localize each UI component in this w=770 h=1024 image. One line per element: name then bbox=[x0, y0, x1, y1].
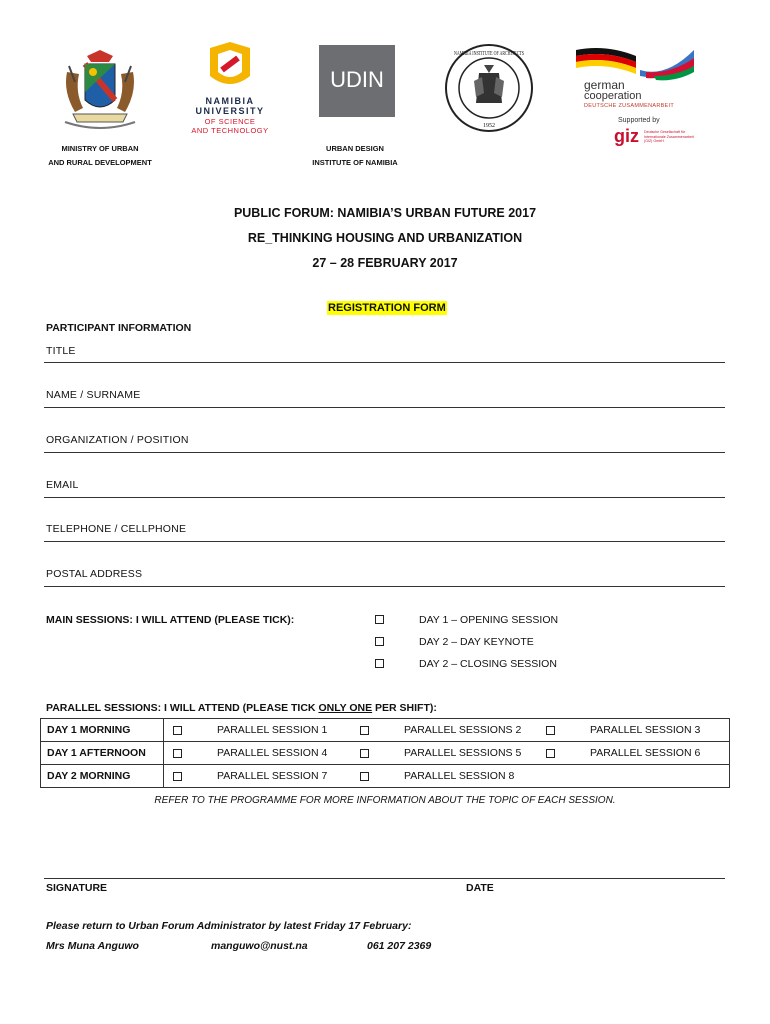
ministry-caption-line-1: MINISTRY OF URBAN bbox=[61, 144, 139, 153]
table-row bbox=[41, 719, 730, 742]
cooperation-text: cooperation bbox=[584, 90, 642, 102]
forum-dates: 27 – 28 FEBRUARY 2017 bbox=[312, 256, 458, 270]
day1-afternoon-sessions-cell bbox=[164, 742, 730, 765]
name-field-label: NAME / SURNAME bbox=[46, 389, 141, 401]
table-row bbox=[41, 742, 730, 765]
parallel-session-4-checkbox[interactable] bbox=[173, 749, 182, 758]
nust-name-line-1: NAMIBIA bbox=[205, 96, 255, 106]
contact-phone: 061 207 2369 bbox=[367, 940, 432, 952]
registration-form-heading: REGISTRATION FORM bbox=[328, 302, 446, 314]
day1-morning-sessions-cell bbox=[164, 719, 730, 742]
telephone-field-label: TELEPHONE / CELLPHONE bbox=[46, 523, 187, 535]
parallel-session-1-label: PARALLEL SESSION 1 bbox=[217, 724, 328, 736]
ministry-caption-line-2: AND RURAL DEVELOPMENT bbox=[48, 158, 152, 167]
main-sessions-label: MAIN SESSIONS: I WILL ATTEND (PLEASE TICK): bbox=[46, 614, 295, 626]
parallel-session-1-checkbox[interactable] bbox=[173, 726, 182, 735]
parallel-session-5-label: PARALLEL SESSIONS 5 bbox=[404, 747, 522, 759]
parallel-label-pre: PARALLEL SESSIONS: I WILL ATTEND (PLEASE TICK bbox=[46, 702, 319, 714]
parallel-session-3-checkbox[interactable] bbox=[546, 726, 555, 735]
parallel-session-7-checkbox[interactable] bbox=[173, 772, 182, 781]
postal-address-field-label: POSTAL ADDRESS bbox=[46, 568, 143, 580]
email-field-line[interactable] bbox=[44, 497, 725, 498]
organization-field-line[interactable] bbox=[44, 452, 725, 453]
date-label: DATE bbox=[466, 882, 494, 894]
parallel-session-3-label: PARALLEL SESSION 3 bbox=[590, 724, 701, 736]
day2-keynote-checkbox[interactable] bbox=[375, 637, 384, 646]
signature-line[interactable] bbox=[44, 878, 725, 879]
day1-afternoon-cell: DAY 1 AFTERNOON bbox=[41, 742, 164, 765]
day1-morning-cell: DAY 1 MORNING bbox=[41, 719, 164, 742]
name-field-line[interactable] bbox=[44, 407, 725, 408]
udin-caption-line-1: URBAN DESIGN bbox=[326, 144, 384, 153]
title-field-line[interactable] bbox=[44, 362, 725, 363]
udin-caption bbox=[285, 142, 425, 170]
day2-keynote-label: DAY 2 – DAY KEYNOTE bbox=[419, 636, 534, 648]
forum-title: PUBLIC FORUM: NAMIBIA’S URBAN FUTURE 2017 bbox=[233, 206, 537, 220]
parallel-session-8-label: PARALLEL SESSION 8 bbox=[404, 770, 515, 782]
programme-note: REFER TO THE PROGRAMME FOR MORE INFORMATION ABOUT THE TOPIC OF EACH SESSION. bbox=[154, 795, 616, 806]
deutsche-zusammenarbeit-text: DEUTSCHE ZUSAMMENARBEIT bbox=[584, 103, 675, 109]
participant-info-heading: PARTICIPANT INFORMATION bbox=[46, 322, 192, 334]
german-cooperation-logo bbox=[576, 44, 696, 154]
ministry-caption bbox=[30, 142, 170, 170]
nia-seal-text: NAMIBIA INSTITUTE OF ARCHITECTS bbox=[454, 51, 524, 57]
german-text: german bbox=[584, 78, 625, 92]
day2-closing-label: DAY 2 – CLOSING SESSION bbox=[419, 658, 557, 670]
parallel-session-4-label: PARALLEL SESSION 4 bbox=[217, 747, 328, 759]
contact-name: Mrs Muna Anguwo bbox=[46, 940, 139, 952]
parallel-session-7-label: PARALLEL SESSION 7 bbox=[217, 770, 328, 782]
nust-name-line-4: AND TECHNOLOGY bbox=[191, 126, 269, 135]
nust-logo bbox=[190, 42, 270, 137]
return-instructions: Please return to Urban Forum Administrator by latest Friday 17 February: bbox=[46, 920, 412, 932]
giz-logo-text: giz bbox=[614, 126, 639, 146]
udin-caption-line-2: INSTITUTE OF NAMIBIA bbox=[312, 158, 398, 167]
day2-morning-sessions-cell bbox=[164, 765, 730, 788]
contact-email: manguwo@nust.na bbox=[211, 940, 308, 952]
forum-subtitle: RE_THINKING HOUSING AND URBANIZATION bbox=[247, 231, 523, 245]
udin-logo-text: UDIN bbox=[330, 67, 384, 92]
parallel-label-post: PER SHIFT): bbox=[372, 702, 437, 714]
parallel-session-6-checkbox[interactable] bbox=[546, 749, 555, 758]
day1-opening-checkbox[interactable] bbox=[375, 615, 384, 624]
parallel-session-6-label: PARALLEL SESSION 6 bbox=[590, 747, 701, 759]
parallel-sessions-label bbox=[46, 702, 437, 714]
parallel-session-2-checkbox[interactable] bbox=[360, 726, 369, 735]
day2-closing-checkbox[interactable] bbox=[375, 659, 384, 668]
parallel-session-2-label: PARALLEL SESSIONS 2 bbox=[404, 724, 522, 736]
nia-seal-logo bbox=[444, 43, 534, 133]
signature-label: SIGNATURE bbox=[46, 882, 108, 894]
parallel-sessions-table bbox=[40, 718, 730, 788]
table-row bbox=[41, 765, 730, 788]
nust-name-line-2: UNIVERSITY bbox=[195, 106, 265, 116]
nia-seal-year: 1952 bbox=[483, 123, 495, 129]
day2-morning-cell: DAY 2 MORNING bbox=[41, 765, 164, 788]
postal-address-field-line[interactable] bbox=[44, 586, 725, 587]
parallel-session-8-checkbox[interactable] bbox=[360, 772, 369, 781]
parallel-label-only-one: ONLY ONE bbox=[318, 702, 373, 714]
coat-of-arms-logo bbox=[55, 42, 145, 134]
parallel-session-5-checkbox[interactable] bbox=[360, 749, 369, 758]
day1-opening-label: DAY 1 – OPENING SESSION bbox=[419, 614, 559, 626]
organization-field-label: ORGANIZATION / POSITION bbox=[46, 434, 189, 446]
telephone-field-line[interactable] bbox=[44, 541, 725, 542]
udin-logo bbox=[319, 45, 395, 117]
giz-subtext: Deutsche Gesellschaft für Internationale Zusammenarbeit (GIZ) GmbH bbox=[644, 130, 694, 144]
title-field-label: TITLE bbox=[46, 345, 76, 357]
email-field-label: EMAIL bbox=[46, 479, 79, 491]
supported-by-text: Supported by bbox=[618, 117, 660, 124]
nust-name-line-3: OF SCIENCE bbox=[204, 117, 256, 126]
